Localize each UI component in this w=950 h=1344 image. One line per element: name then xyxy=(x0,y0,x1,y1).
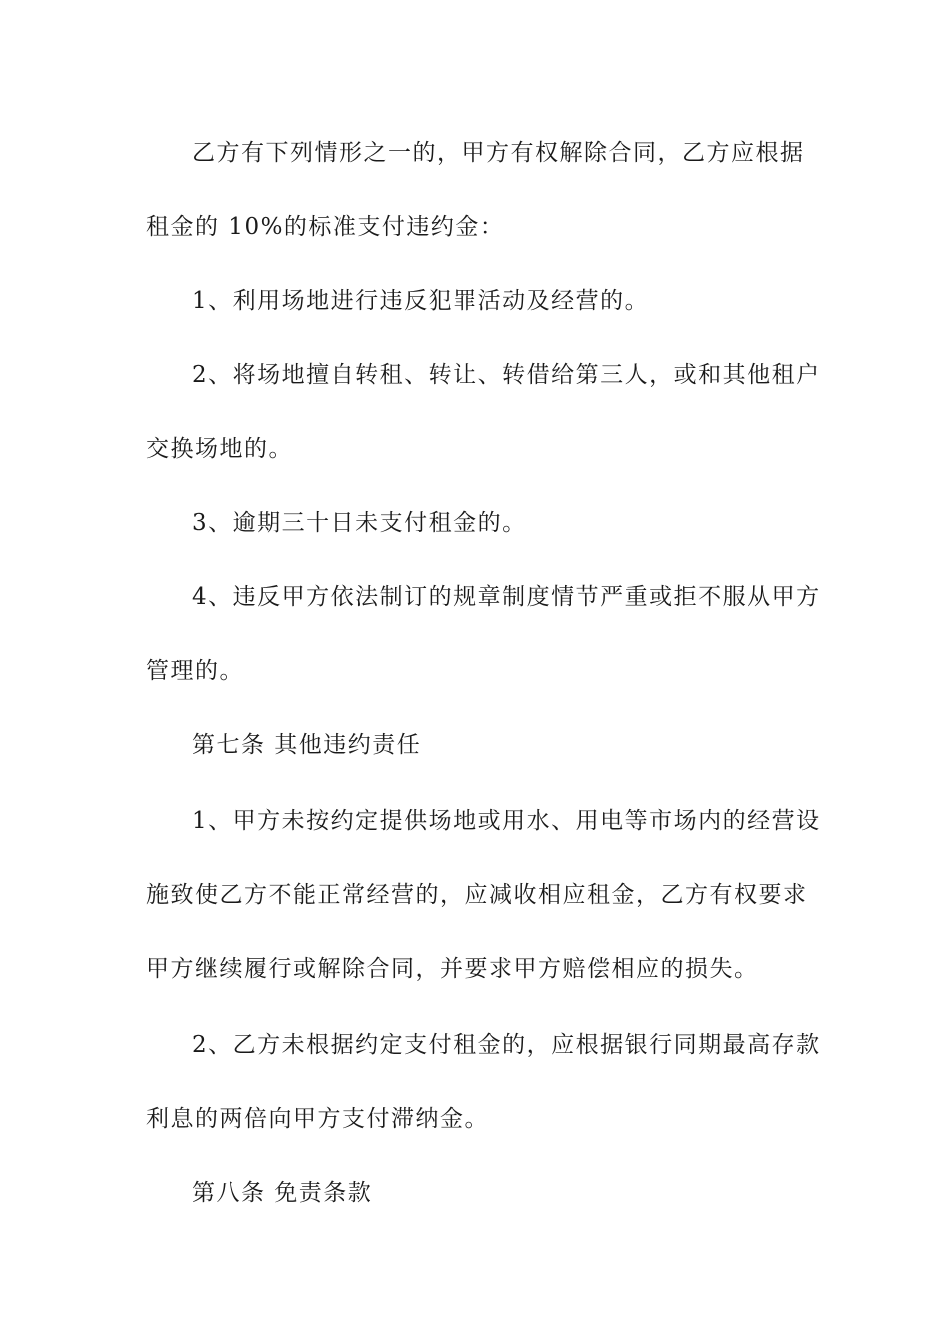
list-item: 2、将场地擅自转租、转让、转借给第三人，或和其他租户 xyxy=(192,362,821,388)
paragraph-line: 施致使乙方不能正常经营的，应减收相应租金，乙方有权要求 xyxy=(146,882,808,908)
list-item: 3、逾期三十日未支付租金的。 xyxy=(192,510,527,536)
section-heading: 第七条 其他违约责任 xyxy=(192,732,422,758)
paragraph-line: 管理的。 xyxy=(146,658,244,684)
paragraph-line: 租金的 10%的标准支付违约金： xyxy=(146,214,505,240)
list-item: 1、甲方未按约定提供场地或用水、用电等市场内的经营设 xyxy=(192,808,821,834)
paragraph-line: 乙方有下列情形之一的，甲方有权解除合同，乙方应根据 xyxy=(192,140,805,166)
section-heading: 第八条 免责条款 xyxy=(192,1180,373,1206)
paragraph-line: 利息的两倍向甲方支付滞纳金。 xyxy=(146,1106,489,1132)
list-item: 2、乙方未根据约定支付租金的，应根据银行同期最高存款 xyxy=(192,1032,821,1058)
paragraph-line: 甲方继续履行或解除合同，并要求甲方赔偿相应的损失。 xyxy=(146,956,759,982)
list-item: 4、违反甲方依法制订的规章制度情节严重或拒不服从甲方 xyxy=(192,584,821,610)
list-item: 1、利用场地进行违反犯罪活动及经营的。 xyxy=(192,288,650,314)
paragraph-line: 交换场地的。 xyxy=(146,436,293,462)
